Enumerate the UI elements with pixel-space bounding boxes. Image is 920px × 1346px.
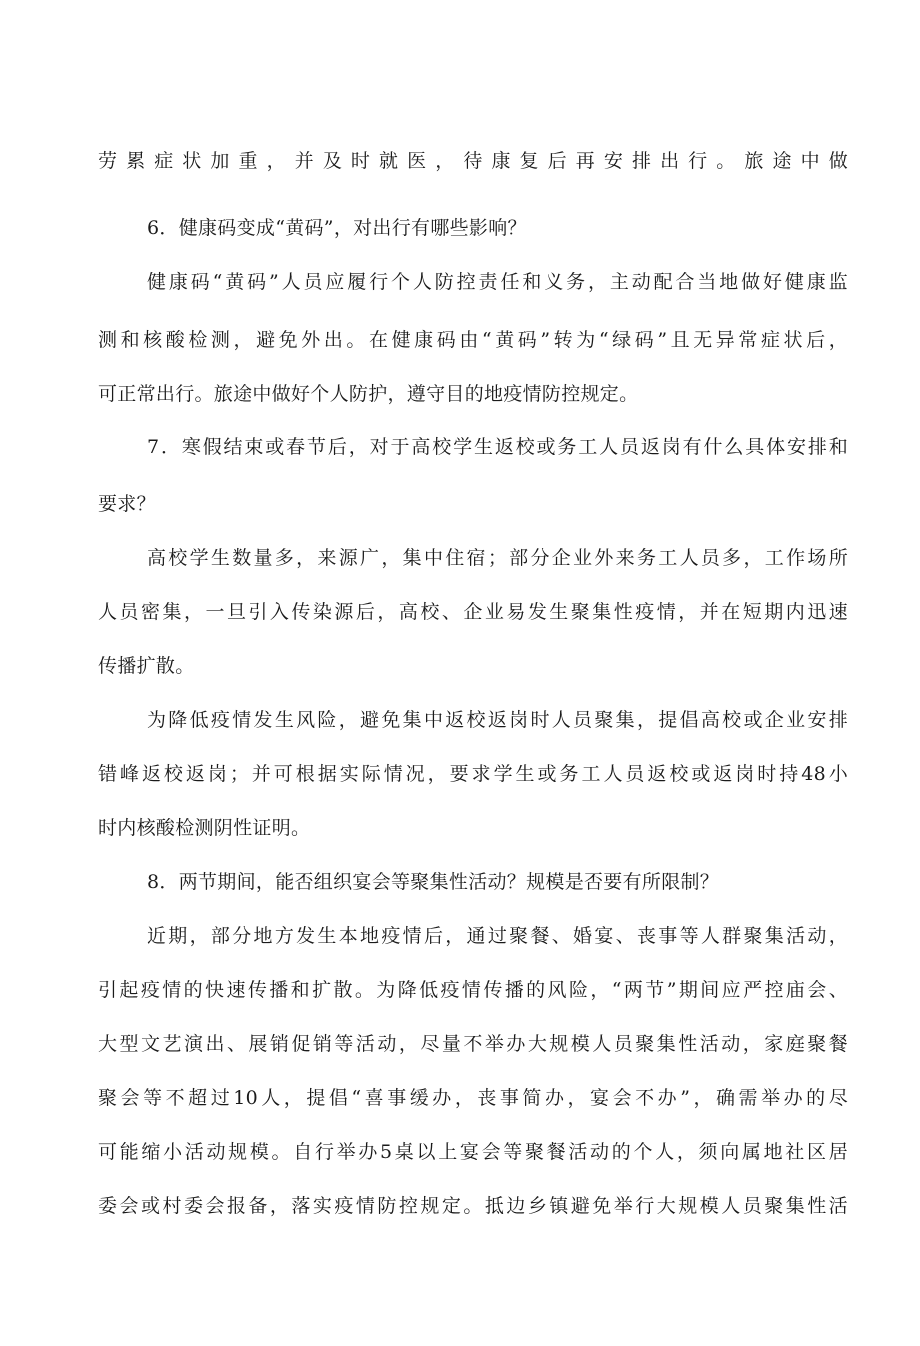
paragraph-line: 测和核酸检测，避免外出。在健康码由“黄码”转为“绿码”且无异常症状后， — [98, 329, 848, 351]
paragraph-line: 高校学生数量多，来源广，集中住宿；部分企业外来务工人员多，工作场所 — [147, 547, 848, 569]
paragraph-line: 可正常出行。旅途中做好个人防护，遵守目的地疫情防控规定。 — [98, 383, 639, 405]
paragraph-line: 委会或村委会报备，落实疫情防控规定。抵边乡镇避免举行大规模人员聚集性活 — [98, 1195, 848, 1217]
paragraph-line: 错峰返校返岗；并可根据实际情况，要求学生或务工人员返校或返岗时持48小 — [98, 763, 848, 785]
paragraph-line: 传播扩散。 — [98, 655, 195, 677]
paragraph-line: 健康码“黄码”人员应履行个人防控责任和义务，主动配合当地做好健康监 — [147, 271, 848, 293]
paragraph-line: 时内核酸检测阴性证明。 — [98, 817, 311, 839]
paragraph-line: 可能缩小活动规模。自行举办5桌以上宴会等聚餐活动的个人，须向属地社区居 — [98, 1141, 848, 1163]
question-heading: 要求？ — [98, 493, 156, 515]
paragraph-line: 近期，部分地方发生本地疫情后，通过聚餐、婚宴、丧事等人群聚集活动， — [147, 925, 848, 947]
paragraph-line: 人员密集，一旦引入传染源后，高校、企业易发生聚集性疫情，并在短期内迅速 — [98, 601, 848, 623]
question-heading: 8．两节期间，能否组织宴会等聚集性活动？规模是否要有所限制？ — [147, 871, 720, 893]
paragraph-line: 大型文艺演出、展销促销等活动，尽量不举办大规模人员聚集性活动，家庭聚餐 — [98, 1033, 848, 1055]
paragraph-line: 聚会等不超过10人，提倡“喜事缓办，丧事简办，宴会不办”，确需举办的尽 — [98, 1087, 848, 1109]
paragraph-line: 为降低疫情发生风险，避免集中返校返岗时人员聚集，提倡高校或企业安排 — [147, 709, 848, 731]
question-heading: 7．寒假结束或春节后，对于高校学生返校或务工人员返岗有什么具体安排和 — [147, 436, 848, 458]
paragraph-line: 劳累症状加重，并及时就医，待康复后再安排出行。旅途中做 — [98, 150, 848, 172]
question-heading: 6．健康码变成“黄码”，对出行有哪些影响？ — [147, 217, 527, 239]
paragraph-line: 引起疫情的快速传播和扩散。为降低疫情传播的风险，“两节”期间应严控庙会、 — [98, 979, 848, 1001]
